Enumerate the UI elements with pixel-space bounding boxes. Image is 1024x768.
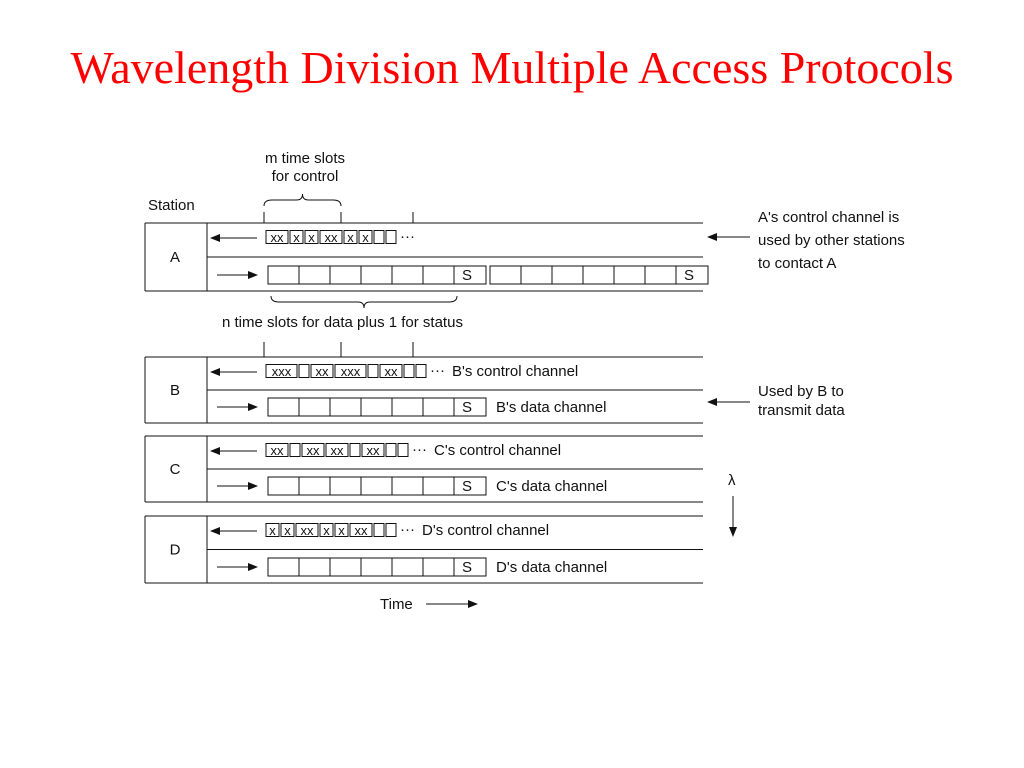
station-d-control-slot-x: xx [354,523,368,538]
station-b-data-slot [330,398,361,416]
station-a-control-slot-x: x [308,230,315,245]
station-c-control-slot [398,444,408,457]
station-b-control-slot [404,365,414,378]
station-c-name: C [169,461,181,478]
station-b-data-slot [361,398,392,416]
page-title: Wavelength Division Multiple Access Protocols [70,42,954,93]
station-a-control-slot-x: x [347,230,354,245]
a-control-annotation-line2: used by other stations [758,232,905,249]
lambda-arrow-head [729,527,737,537]
m-slots-label-line2: for control [271,168,339,185]
b-data-annotation-line1: Used by B to [758,383,844,400]
a-control-annotation-line3: to contact A [758,255,837,272]
m-slots-brace [264,194,341,206]
station-c-control-slot-x: xx [366,443,380,458]
station-d-control-arrow-head [210,527,220,535]
station-d-data-arrow-head [248,563,258,571]
station-c-data-slot [392,477,423,495]
station-c-data-slot [268,477,299,495]
lambda-symbol: λ [728,472,736,489]
station-c-data-slot [361,477,392,495]
station-d-data-slot [392,558,423,576]
station-d-control-slot-x: x [269,523,276,538]
station-c-data-slot [299,477,330,495]
b-data-annotation-arrow-head [707,398,717,406]
station-b-data-label: B's data channel [496,399,607,416]
station-a-data-slot [423,266,454,284]
station-a-control-slot [374,231,384,244]
station-c-control-dots: ··· [412,441,427,458]
station-b-control-slot [368,365,378,378]
station-a-data-slot [268,266,299,284]
station-d-data-slot [361,558,392,576]
station-b-control-slot-x: xxx [271,364,292,379]
station-a-data-slot [299,266,330,284]
station-d-control-slot [386,524,396,537]
station-c-control-slot [386,444,396,457]
m-slots-label-line1: m time slots [264,150,346,167]
station-b-control-slot-x: xx [315,364,329,379]
station-d-control-slot-x: x [338,523,345,538]
station-a-data-slot [392,266,423,284]
station-c-data-arrow-head [248,482,258,490]
station-b-data-arrow-head [248,403,258,411]
station-d-data-slot [423,558,454,576]
station-a-control-slot [386,231,396,244]
time-axis-label: Time [380,596,413,613]
station-b-data-slot [268,398,299,416]
station-b-status-label: S [462,399,473,416]
time-arrow-head [468,600,478,608]
station-b-control-slot [299,365,309,378]
station-a-data-slot [490,266,521,284]
station-a-data-slot [583,266,614,284]
station-b-control-slot [416,365,426,378]
station-a-data-slot [614,266,645,284]
station-b-name: B [169,382,181,399]
station-a-control-slot-x: xx [270,230,284,245]
station-b-data-slot [423,398,454,416]
station-d-control-slot-x: xx [300,523,314,538]
station-c-control-slot-x: xx [306,443,320,458]
station-d-control-slot-x: x [284,523,291,538]
station-c-control-slot-x: xx [330,443,344,458]
station-a-data-slot [645,266,676,284]
station-c-control-arrow-head [210,447,220,455]
station-a-control-arrow-head [210,234,220,242]
station-a-control-dots: ··· [400,228,415,245]
station-d-control-slot [374,524,384,537]
station-a-data-slot [552,266,583,284]
station-d-control-slot-x: x [323,523,330,538]
station-b-data-slot [392,398,423,416]
a-control-annotation-line1: A's control channel is [758,209,900,226]
station-d-data-label: D's data channel [496,559,608,576]
station-c-data-label: C's data channel [496,478,608,495]
station-b-data-slot [299,398,330,416]
station-c-status-label: S [462,478,473,495]
station-c-control-label: C's control channel [434,442,562,459]
station-d-status-label: S [462,559,473,576]
n-slots-brace [271,296,457,308]
station-c-control-slot-x: xx [270,443,284,458]
station-c-control-slot [350,444,360,457]
station-d-data-slot [330,558,361,576]
station-d-control-label: D's control channel [422,522,550,539]
station-a-status-label: S [684,267,695,284]
station-a-control-slot-x: x [293,230,300,245]
station-d-name: D [169,541,181,559]
station-b-control-label: B's control channel [452,363,579,380]
station-header-label: Station [148,197,195,214]
station-a-data-slot [361,266,392,284]
station-a-name: A [169,249,181,266]
station-d-control-dots: ··· [400,521,415,538]
station-c-data-slot [423,477,454,495]
station-c-control-slot [290,444,300,457]
station-b-control-slot-x: xxx [340,364,361,379]
station-c-data-slot [330,477,361,495]
station-a-status-label: S [462,267,473,284]
station-a-data-slot [521,266,552,284]
station-d-data-slot [268,558,299,576]
station-a-data-arrow-head [248,271,258,279]
station-a-data-slot [330,266,361,284]
n-slots-label: n time slots for data plus 1 for status [222,314,463,331]
station-a-control-slot-x: x [362,230,369,245]
station-b-control-slot-x: xx [384,364,398,379]
station-b-control-arrow-head [210,368,220,376]
station-a-control-slot-x: xx [324,230,338,245]
a-control-annotation-arrow-head [707,233,717,241]
b-data-annotation-line2: transmit data [758,402,845,419]
station-d-data-slot [299,558,330,576]
station-b-control-dots: ··· [430,362,445,379]
